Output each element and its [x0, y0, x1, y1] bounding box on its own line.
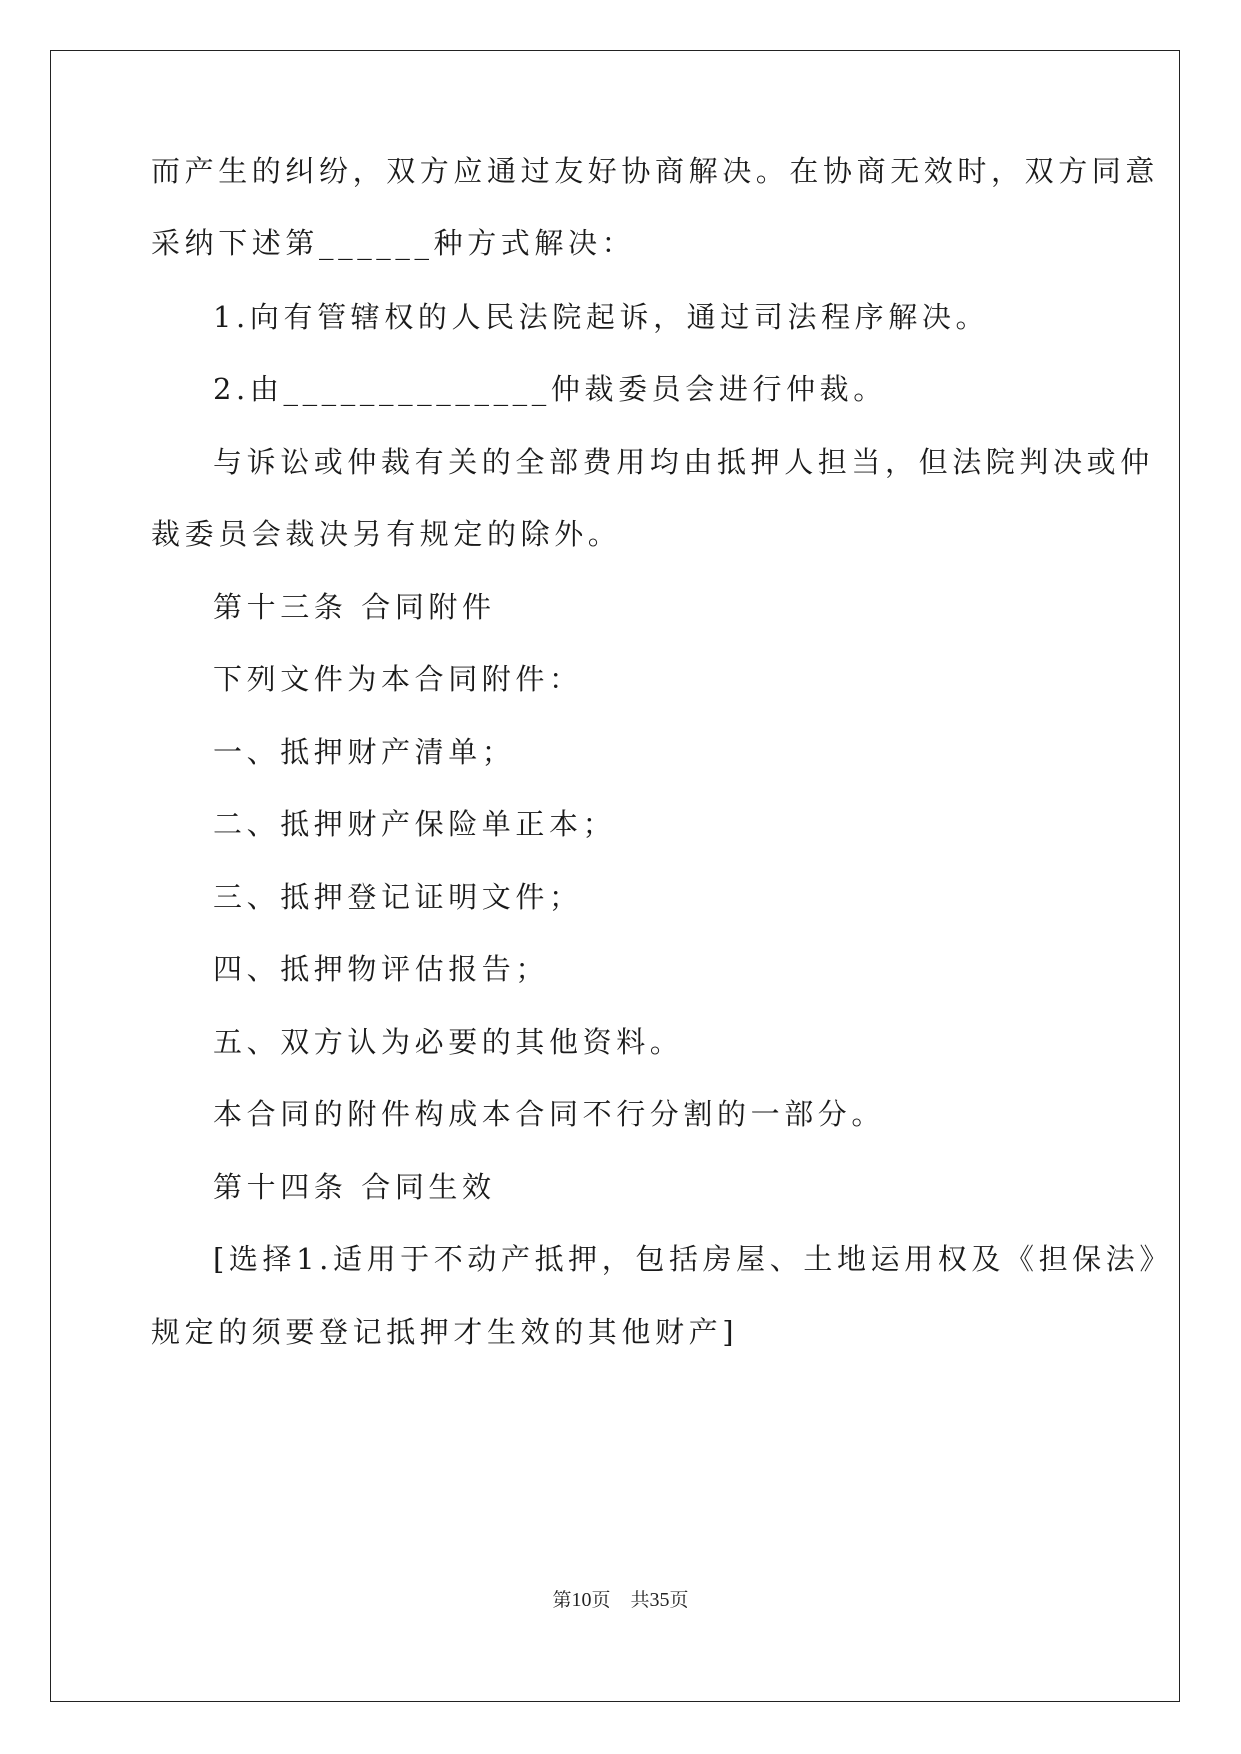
total-pages: 35 [649, 1589, 670, 1611]
paragraph-line: [选择1.适用于不动产抵押，包括房屋、土地运用权及《担保法》 [213, 1242, 1173, 1276]
article-14-heading: 第十四条 合同生效 [213, 1170, 496, 1204]
total-prefix: 共 [630, 1590, 650, 1611]
attachment-item: 四、抵押物评估报告； [213, 952, 550, 986]
page-footer [0, 1588, 1241, 1613]
paragraph-line: 下列文件为本合同附件： [213, 662, 583, 696]
option-1-line: 1.向有管辖权的人民法院起诉，通过司法程序解决。 [213, 300, 990, 334]
option-2-line: 2.由______________仲裁委员会进行仲裁。 [213, 372, 887, 406]
total-suffix: 页 [669, 1590, 689, 1611]
attachment-item: 三、抵押登记证明文件； [213, 880, 583, 914]
article-13-heading: 第十三条 合同附件 [213, 590, 496, 624]
paragraph-line: 而产生的纠纷，双方应通过友好协商解决。在协商无效时，双方同意 [151, 154, 1160, 188]
attachment-item: 五、双方认为必要的其他资料。 [213, 1025, 684, 1059]
paragraph-line: 采纳下述第______种方式解决： [151, 226, 636, 260]
page-prefix: 第 [552, 1590, 572, 1611]
paragraph-line: 与诉讼或仲裁有关的全部费用均由抵押人担当，但法院判决或仲 [213, 445, 1154, 479]
attachment-item: 一、抵押财产清单； [213, 735, 516, 769]
paragraph-line: 裁委员会裁决另有规定的除外。 [151, 517, 622, 551]
page-number: 10 [571, 1589, 592, 1611]
page-suffix: 页 [591, 1590, 611, 1611]
page-border [50, 50, 1180, 1702]
paragraph-line: 规定的须要登记抵押才生效的其他财产] [151, 1315, 739, 1349]
paragraph-line: 本合同的附件构成本合同不行分割的一部分。 [213, 1097, 886, 1131]
attachment-item: 二、抵押财产保险单正本； [213, 807, 617, 841]
